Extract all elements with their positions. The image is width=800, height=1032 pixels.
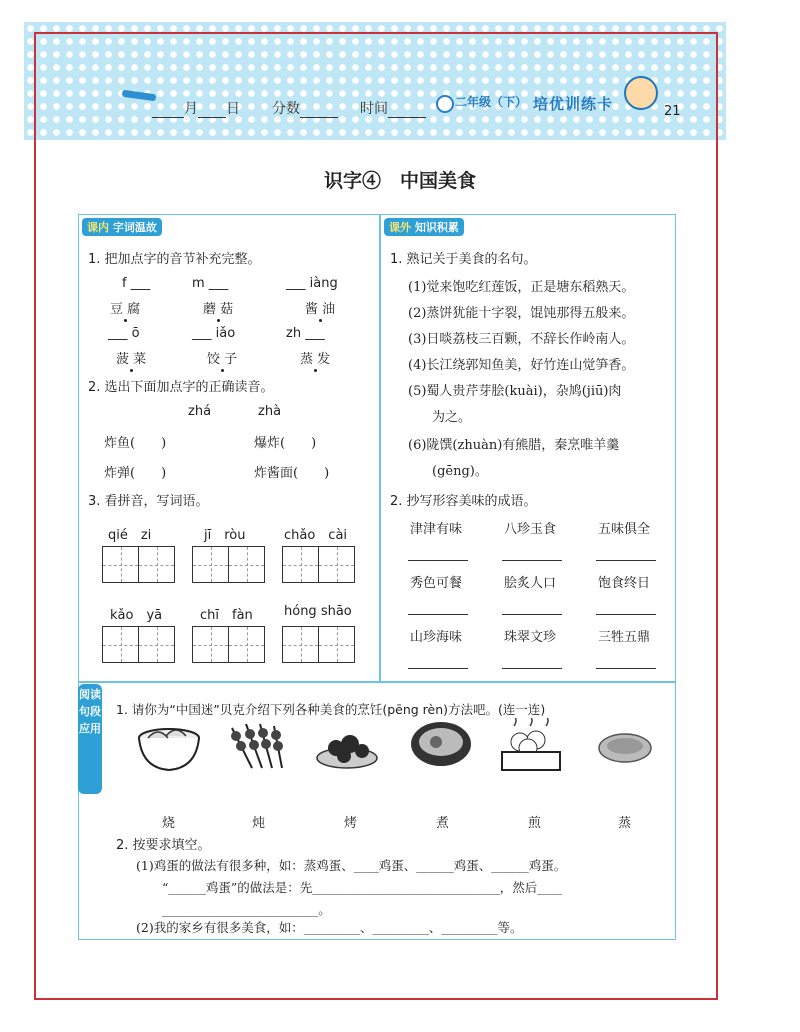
left-q3: 3. 看拼音，写词语。 (88, 494, 209, 509)
pancake-icon (590, 718, 660, 774)
q3-pinyin-4: kǎo yā (110, 608, 163, 623)
word-2: 蘑 菇 (203, 302, 234, 317)
right-section-tag: 课外 知识积累 (384, 218, 464, 236)
score-line: 分数 (272, 98, 338, 118)
option-zha4: zhà (258, 404, 282, 419)
writing-cell[interactable] (102, 546, 139, 583)
answer-line[interactable] (408, 560, 468, 561)
word-3: 酱 油 (305, 302, 336, 317)
idiom: 三牲五鼎 (598, 630, 651, 645)
writing-cell[interactable] (102, 626, 139, 663)
word-6: 蒸 发 (300, 352, 331, 367)
word-4: 菠 菜 (116, 352, 147, 367)
method-label[interactable]: 烧 (162, 816, 176, 831)
pinyin-1: f ___ (122, 276, 151, 291)
writing-cell[interactable] (192, 546, 229, 583)
idiom: 山珍海味 (410, 630, 463, 645)
idiom: 脍炙人口 (504, 576, 557, 591)
left-q1: 1. 把加点字的音节补充完整。 (88, 252, 261, 267)
series-title: 培优训练卡 (533, 95, 614, 113)
q3-pinyin-1: qié zi (108, 528, 152, 543)
fill-line-4[interactable]: (2)我的家乡有很多美食，如：_________、_________、_________等。 (136, 920, 523, 935)
word-5: 饺 子 (207, 352, 238, 367)
writing-cell[interactable] (282, 626, 319, 663)
writing-cell[interactable] (318, 626, 355, 663)
method-label[interactable]: 炖 (252, 816, 266, 831)
page-title: 识字④ 中国美食 (323, 170, 476, 192)
pinyin-4: ___ ō (108, 326, 140, 341)
method-label[interactable]: 煮 (436, 816, 450, 831)
steamer-buns-icon (496, 718, 566, 774)
q2-item-4: 炸酱面( ) (254, 466, 330, 481)
idiom: 津津有味 (410, 522, 463, 537)
date-line: 月 日 (152, 98, 240, 118)
skewers-icon (222, 718, 292, 774)
poem-line-1: (1)觉来饱吃红莲饭，正是塘东稻熟天。 (408, 280, 635, 295)
writing-cell[interactable] (228, 626, 265, 663)
word-1: 豆 腐 (110, 302, 141, 317)
pinyin-6: zh ___ (286, 326, 325, 341)
answer-line[interactable] (502, 560, 562, 561)
answer-line[interactable] (408, 614, 468, 615)
method-label[interactable]: 蒸 (618, 816, 632, 831)
writing-cell[interactable] (282, 546, 319, 583)
idiom: 五味俱全 (598, 522, 651, 537)
grade-label: 二年级（下） (455, 95, 528, 109)
answer-line[interactable] (596, 668, 656, 669)
poem-line-5b: 为之。 (432, 410, 472, 425)
page-number: 21 (664, 104, 681, 119)
answer-line[interactable] (596, 614, 656, 615)
answer-line[interactable] (502, 668, 562, 669)
poem-line-4: (4)长江绕郭知鱼美，好竹连山觉笋香。 (408, 358, 635, 373)
left-q2: 2. 选出下面加点字的正确读音。 (88, 380, 274, 395)
answer-line[interactable] (502, 614, 562, 615)
answer-line[interactable] (408, 668, 468, 669)
fill-line-3[interactable]: _________________________。 (162, 902, 331, 917)
braised-meat-icon (312, 718, 382, 774)
bottom-q2: 2. 按要求填空。 (116, 838, 211, 853)
pinyin-2: m ___ (192, 276, 229, 291)
writing-cell[interactable] (138, 546, 175, 583)
q2-item-1: 炸鱼( ) (104, 436, 167, 451)
poem-line-6: (6)陇馔(zhuàn)有熊腊，秦烹唯羊羹 (408, 438, 620, 453)
writing-cell[interactable] (318, 546, 355, 583)
poem-line-2: (2)蒸饼犹能十字裂，馄饨那得五般来。 (408, 306, 635, 321)
idiom: 珠翠文珍 (504, 630, 557, 645)
bottom-q1: 1. 请你为“中国迷”贝克介绍下列各种美食的烹饪(pēng rèn)方法吧。(连一连) (116, 702, 546, 717)
left-section-tag: 课内 字词温故 (82, 218, 162, 236)
q2-item-2: 爆炸( ) (254, 436, 317, 451)
pinyin-5: ___ iǎo (192, 326, 236, 341)
writing-cell[interactable] (228, 546, 265, 583)
right-q1: 1. 熟记关于美食的名句。 (390, 252, 537, 267)
poem-line-6b: (gēng)。 (432, 464, 488, 479)
idiom: 八珍玉食 (504, 522, 557, 537)
writing-cell[interactable] (192, 626, 229, 663)
answer-line[interactable] (596, 560, 656, 561)
poem-line-5: (5)蜀人贵芹芽脍(kuài)，杂鸠(jiū)肉 (408, 384, 622, 399)
fill-line-1[interactable]: (1)鸡蛋的做法有很多种，如：蒸鸡蛋、____鸡蛋、______鸡蛋、______鸡蛋。 (136, 858, 567, 873)
q2-item-3: 炸弹( ) (104, 466, 167, 481)
fill-line-2[interactable]: “______鸡蛋”的做法是：先______________________________，然后____ (162, 880, 563, 895)
time-line: 时间 (360, 98, 426, 118)
idiom: 秀色可餐 (410, 576, 463, 591)
q3-pinyin-6: hóng shāo (284, 604, 352, 619)
method-label[interactable]: 烤 (344, 816, 358, 831)
q3-pinyin-2: jī ròu (204, 528, 246, 543)
dumpling-bowl-icon (134, 718, 204, 774)
side-section-tag: 阅读句段应用 (78, 684, 102, 794)
right-q2: 2. 抄写形容美味的成语。 (390, 494, 537, 509)
stew-pot-icon (406, 718, 476, 774)
q3-pinyin-5: chī fàn (200, 608, 253, 623)
q3-pinyin-3: chǎo cài (284, 528, 348, 543)
writing-cell[interactable] (138, 626, 175, 663)
pinyin-3: ___ iàng (286, 276, 338, 291)
method-label[interactable]: 煎 (528, 816, 542, 831)
poem-line-3: (3)日啖荔枝三百颗，不辞长作岭南人。 (408, 332, 635, 347)
option-zha2: zhá (188, 404, 212, 419)
idiom: 饱食终日 (598, 576, 651, 591)
